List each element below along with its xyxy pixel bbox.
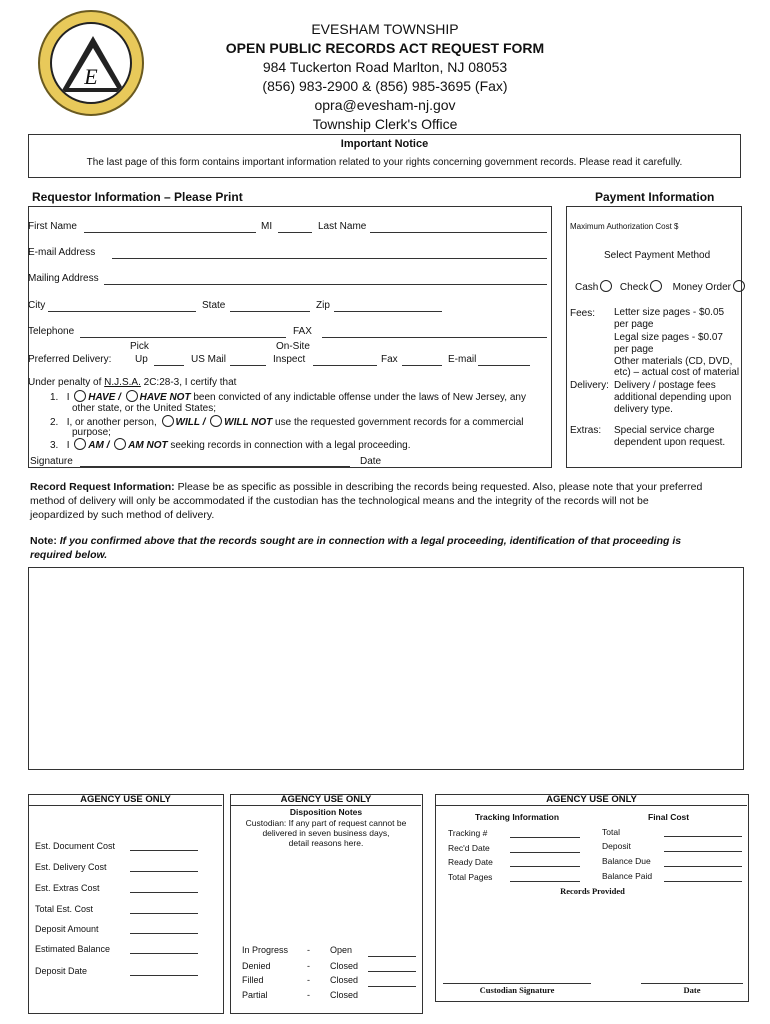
first-name-label: First Name: [28, 221, 77, 232]
important-notice: [28, 134, 741, 178]
email-label: E-mail Address: [28, 247, 96, 258]
disposition-notes-2: delivered in seven business days,: [262, 828, 390, 838]
deposit-amount: Deposit Amount: [35, 924, 99, 934]
ready-date-field[interactable]: [510, 866, 580, 867]
fee-3: Other materials (CD, DVD,: [614, 356, 733, 367]
status-partial: Partial: [242, 990, 268, 1000]
note-line-1: Note: If you confirmed above that the records sought are in connection with a legal proceeding, identification of that proceeding is: [30, 535, 682, 547]
certify-item-3: 3. I AM / AM NOT seeking records in connection with a legal proceeding.: [50, 440, 411, 451]
estimated-balance: Estimated Balance: [35, 944, 111, 954]
form-title: OPEN PUBLIC RECORDS ACT REQUEST FORM: [225, 40, 545, 56]
recd-date: Rec'd Date: [448, 843, 490, 853]
notice-title: Important Notice: [340, 138, 429, 150]
fee-1: Letter size pages - $0.05: [614, 307, 725, 318]
total-pages-field[interactable]: [510, 881, 580, 882]
status-open-field[interactable]: [368, 956, 416, 957]
have-radio[interactable]: [74, 390, 86, 402]
city-label: City: [28, 300, 46, 311]
deposit-date: Deposit Date: [35, 966, 88, 976]
agency-use-title-3: AGENCY USE ONLY: [436, 794, 747, 806]
money-order-radio[interactable]: [733, 280, 745, 292]
will-not-radio[interactable]: [210, 415, 222, 427]
est-extras-cost: Est. Extras Cost: [35, 883, 100, 893]
seal-letter: E: [84, 64, 98, 89]
total-est-cost: Total Est. Cost: [35, 904, 94, 914]
certify-item-1-cont: other state, or the United States;: [72, 403, 216, 414]
cash-radio[interactable]: [600, 280, 612, 292]
est-delivery-cost: Est. Delivery Cost: [35, 862, 107, 872]
note-line-2: required below.: [30, 549, 108, 561]
check-radio[interactable]: [650, 280, 662, 292]
state-label: State: [202, 300, 226, 311]
delivery-1: Delivery / postage fees: [614, 380, 716, 391]
status-closed-2-field[interactable]: [368, 986, 416, 987]
certify-item-2-cont: purpose;: [72, 427, 111, 438]
have-not-radio[interactable]: [126, 390, 138, 402]
tracking-title: Tracking Information: [475, 812, 560, 822]
delivery-2: additional depending upon: [614, 392, 732, 403]
balance-due-field[interactable]: [664, 866, 742, 867]
telephone-label: Telephone: [28, 326, 75, 337]
agency-use-title-1: AGENCY USE ONLY: [29, 794, 222, 806]
will-radio[interactable]: [162, 415, 174, 427]
est-document-cost: Est. Document Cost: [35, 841, 116, 851]
tracking-number: Tracking #: [448, 828, 488, 838]
pickup-label: Up: [135, 354, 148, 365]
status-filled: Filled: [242, 975, 264, 985]
custodian-signature-label: Custodian Signature: [479, 985, 555, 995]
status-dash: -: [307, 975, 310, 985]
status-in-progress: In Progress: [242, 945, 289, 955]
mailing-field[interactable]: [104, 284, 547, 285]
last-name-field[interactable]: [370, 232, 547, 233]
status-dash: -: [307, 990, 310, 1000]
notice-text: The last page of this form contains important information related to your rights concerning government records. Please read it carefully.: [86, 157, 683, 168]
tracking-number-field[interactable]: [510, 837, 580, 838]
custodian-date-field[interactable]: [641, 983, 743, 984]
fax-delivery-label: Fax: [381, 354, 398, 365]
record-request-line-2: method of delivery will only be accommodated if the custodian has the technological means and the integrity of the records will not be: [30, 495, 649, 507]
signature-label: Signature: [30, 456, 73, 467]
total-pages: Total Pages: [448, 872, 493, 882]
final-total: Total: [602, 827, 620, 837]
custodian-date-label: Date: [683, 985, 701, 995]
disposition-notes-1: Custodian: If any part of request cannot be: [245, 818, 407, 828]
disposition-notes-3: detail reasons here.: [288, 838, 364, 848]
fax-delivery-field[interactable]: [402, 365, 442, 366]
ready-date: Ready Date: [448, 857, 493, 867]
fax-label: FAX: [293, 326, 312, 337]
zip-field[interactable]: [334, 311, 442, 312]
est-document-cost-field[interactable]: [130, 850, 198, 851]
disposition-notes-title: Disposition Notes: [289, 807, 363, 817]
estimated-balance-field[interactable]: [130, 953, 198, 954]
pick-label: Pick: [130, 341, 149, 352]
date-label: Date: [360, 456, 382, 467]
fee-2b: per page: [614, 344, 654, 355]
township-email: opra@evesham-nj.gov: [314, 97, 456, 113]
records-provided-label: Records Provided: [560, 886, 625, 896]
delivery-3: delivery type.: [614, 404, 673, 415]
agency-use-title-2: AGENCY USE ONLY: [231, 794, 421, 806]
status-denied: Denied: [242, 961, 271, 971]
status-open: Open: [330, 945, 353, 955]
fees-label: Fees:: [570, 308, 596, 319]
first-name-field[interactable]: [84, 232, 256, 233]
final-cost-title: Final Cost: [648, 812, 690, 822]
zip-label: Zip: [316, 300, 330, 311]
usmail-label: US Mail: [191, 354, 227, 365]
township-address: 984 Tuckerton Road Marlton, NJ 08053: [262, 59, 508, 75]
records-description-field[interactable]: [28, 567, 744, 770]
deposit-date-field[interactable]: [130, 975, 198, 976]
max-cost-label: Maximum Authorization Cost $: [570, 222, 679, 231]
status-closed-1: Closed: [330, 961, 359, 971]
balance-paid-field[interactable]: [664, 881, 742, 882]
fee-3b: etc) – actual cost of material: [614, 367, 740, 378]
status-closed-3: Closed: [330, 990, 359, 1000]
township-name: EVESHAM TOWNSHIP: [311, 21, 459, 37]
usmail-field[interactable]: [230, 365, 266, 366]
fee-2: Legal size pages - $0.07: [614, 332, 723, 343]
inspect-field[interactable]: [313, 365, 377, 366]
agency-use-box-3: [435, 794, 749, 1002]
custodian-signature-field[interactable]: [443, 983, 591, 984]
city-field[interactable]: [48, 311, 196, 312]
extras-label: Extras:: [570, 425, 602, 436]
certify-item-1: 1. I HAVE / HAVE NOT been convicted of any indictable offense under the laws of New Jersey, any: [50, 392, 526, 403]
status-dash: -: [307, 945, 310, 955]
signature-field[interactable]: [80, 466, 350, 467]
deposit-amount-field[interactable]: [130, 933, 198, 934]
total-est-cost-field[interactable]: [130, 913, 198, 914]
preferred-delivery-label: Preferred Delivery:: [28, 354, 112, 365]
final-total-field[interactable]: [664, 836, 742, 837]
mi-field[interactable]: [278, 232, 312, 233]
status-dash: -: [307, 961, 310, 971]
recd-date-field[interactable]: [510, 852, 580, 853]
telephone-field[interactable]: [80, 337, 286, 338]
fax-field[interactable]: [322, 337, 547, 338]
seal-inner: [50, 22, 132, 104]
payment-methods: Cash Check Money Order: [575, 280, 747, 293]
email-delivery-label: E-mail: [448, 354, 477, 365]
township-phone: (856) 983-2900 & (856) 985-3695 (Fax): [262, 78, 508, 94]
status-closed-2: Closed: [330, 975, 359, 985]
certify-item-2: 2. I, or another person, WILL / WILL NOT use the requested government records for a commercial: [50, 417, 524, 428]
state-field[interactable]: [230, 311, 310, 312]
am-not-radio[interactable]: [114, 438, 126, 450]
email-delivery-field[interactable]: [478, 365, 530, 366]
final-deposit: Deposit: [602, 841, 631, 851]
extras-1: Special service charge: [614, 425, 715, 436]
fee-1b: per page: [614, 319, 654, 330]
record-request-line-3: jeopardized by such method of delivery.: [30, 509, 215, 521]
select-payment-label: Select Payment Method: [604, 250, 711, 261]
record-request-line-1: Record Request Information: Please be as specific as possible in describing the records being requested. Also, please note that your preferred: [30, 481, 703, 493]
email-field[interactable]: [112, 258, 547, 259]
requestor-title: Requestor Information – Please Print: [32, 190, 243, 204]
extras-2: dependent upon request.: [614, 437, 726, 448]
onsite-label: On-Site: [276, 341, 310, 352]
status-closed-1-field[interactable]: [368, 971, 416, 972]
last-name-label: Last Name: [318, 221, 367, 232]
est-extras-cost-field[interactable]: [130, 892, 198, 893]
balance-due: Balance Due: [602, 856, 651, 866]
inspect-label: Inspect: [273, 354, 306, 365]
clerk-office: Township Clerk's Office: [312, 116, 458, 132]
mi-label: MI: [261, 221, 273, 232]
delivery-label: Delivery:: [570, 380, 609, 391]
township-seal: [38, 10, 144, 116]
am-radio[interactable]: [74, 438, 86, 450]
mailing-label: Mailing Address: [28, 273, 99, 284]
est-delivery-cost-field[interactable]: [130, 871, 198, 872]
balance-paid: Balance Paid: [602, 871, 653, 881]
pickup-field[interactable]: [154, 365, 184, 366]
payment-title: Payment Information: [595, 190, 715, 204]
penalty-statement: Under penalty of N.J.S.A. 2C:28-3, I certify that: [28, 377, 237, 388]
final-deposit-field[interactable]: [664, 851, 742, 852]
